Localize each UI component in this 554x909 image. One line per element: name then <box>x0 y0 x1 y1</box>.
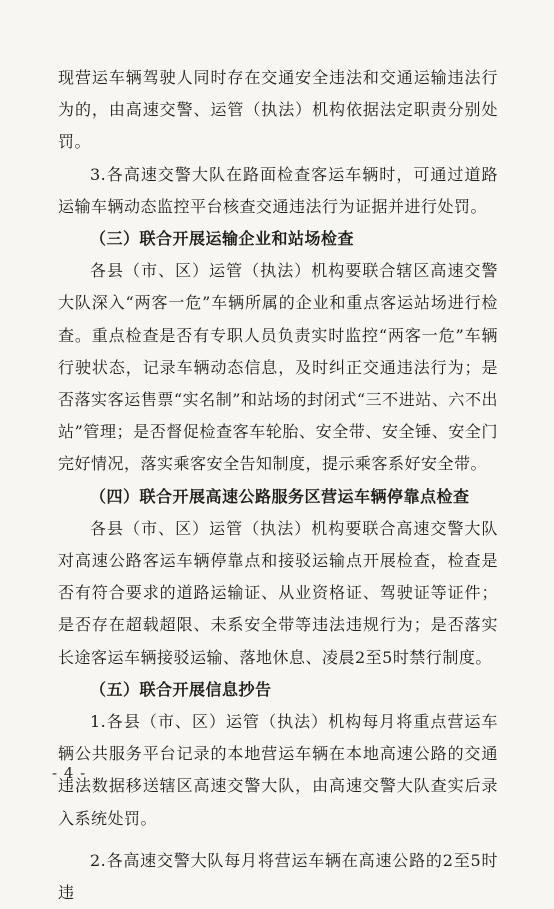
section-heading-4: （四）联合开展高速公路服务区营运车辆停靠点检查 <box>90 486 470 506</box>
paragraph-enterprise-inspection: 各县（市、区）运管（执法）机构要联合辖区高速交警大队深入“两客一危”车辆所属的企业和重点客运站场进行检查。重点检查是否有专职人员负责实时监控“两客一危”车辆行驶状态，记录车辆动态信息，及时纠正交通违法行为；是否落实客运售票“实名制”和站场的封闭式“三不进站、六不出站”管理；是否督促检查客车轮胎、安全带、安全锤、安全门完好情况，落实乘客安全告知制度，提示乘客系好安全带。 <box>58 261 498 474</box>
paragraph-item-3: 3.各高速交警大队在路面检查客运车辆时，可通过道路运输车辆动态监控平台核查交通违法行为证据并进行处罚。 <box>58 164 498 216</box>
paragraph-gap <box>58 835 498 845</box>
paragraph-info-item-2: 2.各高速交警大队每月将营运车辆在高速公路的2至5时违 <box>58 850 498 903</box>
paragraph-info-item-1: 1.各县（市、区）运管（执法）机构每月将重点营运车辆公共服务平台记录的本地营运车辆在本地高速公路的交通违法数据移送辖区高速交警大队，由高速交警大队查实后录入系统处罚。 <box>58 712 498 828</box>
paragraph-service-area-inspection: 各县（市、区）运管（执法）机构要联合高速交警大队对高速公路客运车辆停靠点和接驳运输点开展检查，检查是否有符合要求的道路运输证、从业资格证、驾驶证等证件；是否存在超载超限、未系安全带等违法违规行为；是否落实长途客运车辆接驳运输、落地休息、凌晨2至5时禁行制度。 <box>58 518 498 667</box>
document-body <box>58 62 498 909</box>
page-number: - 4 - <box>52 764 87 782</box>
section-heading-5: （五）联合开展信息抄告 <box>90 679 272 699</box>
paragraph-continuation: 现营运车辆驾驶人同时存在交通安全违法和交通运输违法行为的，由高速交警、运管（执法）机构依据法定职责分别处罚。 <box>58 68 498 152</box>
section-heading-3: （三）联合开展运输企业和站场检查 <box>90 229 355 249</box>
